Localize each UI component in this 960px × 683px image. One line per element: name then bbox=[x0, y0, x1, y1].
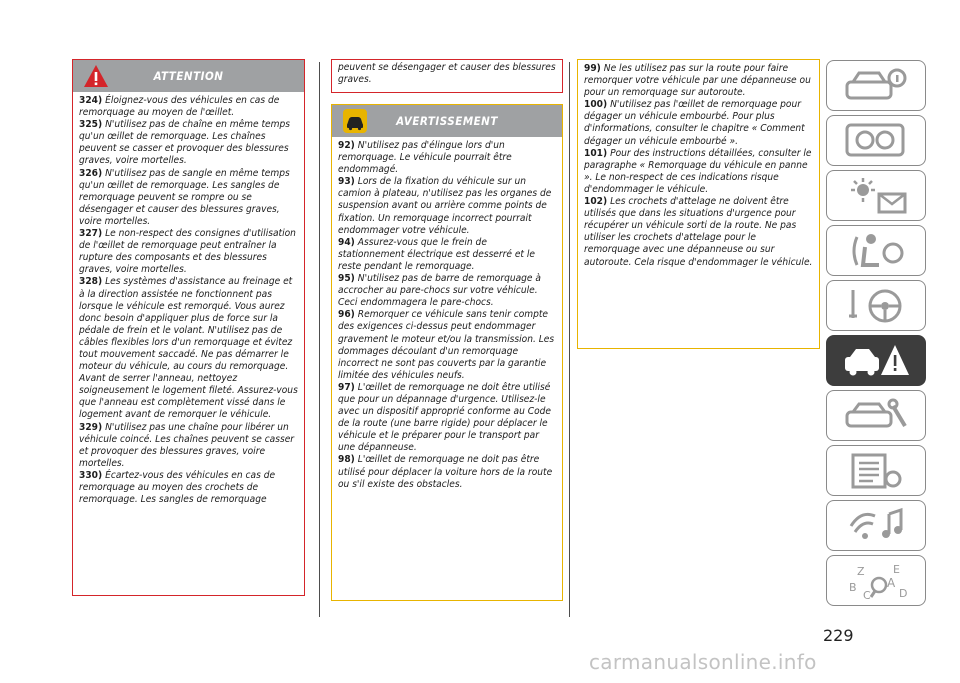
note-item bbox=[79, 276, 298, 421]
note-text: L'œillet de remorquage ne doit être utilisé que pour un dépannage d'urgence. Utilisez-le avec un dispositif approprié conforme au Code de la route (une barre rigide) pour déplacer le véhicule et le préparer pour le transport par une dépanneuse. bbox=[338, 381, 551, 454]
note-number: 92) bbox=[338, 140, 355, 151]
note-text: N'utilisez pas d'élingue lors d'un remorquage. Le véhicule pourrait être endommagé. bbox=[338, 140, 512, 176]
note-text: N'utilisez pas de barre de remorquage à accrocher au pare-chocs sur votre véhicule. Ceci endommagera le pare-chocs. bbox=[338, 273, 541, 309]
chapter-tab[interactable] bbox=[826, 225, 926, 276]
column-divider bbox=[319, 62, 320, 617]
index-icon bbox=[841, 561, 913, 601]
note-text: Pour des instructions détaillées, consulter le paragraphe « Remorquage du véhicule en panne ». Le non-respect de ces indications risque d'endommager le véhicule. bbox=[584, 147, 812, 195]
note-number: 100) bbox=[584, 99, 608, 111]
svg-text:E: E bbox=[893, 563, 900, 576]
note-number: 328) bbox=[79, 276, 103, 288]
attention-title: ATTENTION bbox=[153, 69, 224, 83]
chapter-tab[interactable] bbox=[826, 280, 926, 331]
dashboard-icon bbox=[841, 121, 913, 161]
watermark: carmanualsonline.info bbox=[589, 650, 817, 674]
note-item bbox=[79, 168, 298, 228]
note-item bbox=[79, 119, 298, 167]
page-number: 229 bbox=[823, 626, 854, 645]
note-number: 101) bbox=[584, 147, 608, 159]
note-item bbox=[584, 99, 813, 147]
chapter-tab[interactable] bbox=[826, 170, 926, 221]
note-item bbox=[338, 382, 556, 455]
chapter-tab[interactable] bbox=[826, 115, 926, 166]
note-number: 102) bbox=[584, 196, 608, 208]
steering-wheel-icon bbox=[841, 286, 913, 326]
column-divider bbox=[569, 62, 570, 617]
note-text: N'utilisez pas une chaîne pour libérer un véhicule coincé. Les chaînes peuvent se casser et provoquer des blessures graves, voire mortelles. bbox=[79, 421, 295, 469]
chapter-tab[interactable] bbox=[826, 60, 926, 111]
note-number: 326) bbox=[79, 167, 103, 179]
car-info-icon bbox=[841, 66, 913, 106]
emergency-car-icon bbox=[841, 341, 913, 381]
avertissement-box bbox=[331, 104, 563, 601]
attention-header bbox=[73, 60, 304, 92]
lights-mail-icon bbox=[841, 176, 913, 216]
note-number: 327) bbox=[79, 228, 103, 240]
note-text: N'utilisez pas de sangle en même temps qu'un œillet de remorquage. Les sangles de remorquage peuvent se rompre ou se désengager et causer des blessures graves, voire mortelles. bbox=[79, 167, 290, 227]
note-number: 97) bbox=[338, 381, 355, 393]
avertissement-title: AVERTISSEMENT bbox=[396, 114, 498, 128]
chapter-tab[interactable] bbox=[826, 390, 926, 441]
svg-text:D: D bbox=[899, 587, 908, 600]
chapter-tab[interactable] bbox=[826, 555, 926, 606]
note-text: Lors de la fixation du véhicule sur un camion à plateau, n'utilisez pas les organes de suspension avant ou arrière comme points de fixation. Un remorquage incorrect pourrait endommager votre véhicule. bbox=[338, 176, 552, 236]
note-number: 94) bbox=[338, 236, 355, 248]
note-text: Les crochets d'attelage ne doivent être utilisés que dans les situations d'urgence pour récupérer un véhicule sorti de la route. Ne pas utiliser les crochets d'attelage pour le remorquage avec une dépanneuse ou sur autoroute. Cela risque d'endommager le véhicule. bbox=[584, 196, 813, 268]
svg-text:C: C bbox=[863, 589, 871, 601]
note-item bbox=[338, 273, 556, 309]
avertissement-header bbox=[332, 105, 562, 137]
note-text: L'œillet de remorquage ne doit pas être utilisé pour déplacer la voiture hors de la route ou s'il existe des obstacles. bbox=[338, 454, 553, 490]
note-text: Remorquer ce véhicule sans tenir compte des exigences ci-dessus peut endommager gravement le moteur et/ou la transmission. Les dommages découlant d'un remorquage incorrect ne sont pas couverts par la garantie limitée des véhicules neufs. bbox=[338, 309, 555, 381]
continuation-text: peuvent se désengager et causer des blessures graves. bbox=[338, 62, 556, 86]
note-item bbox=[338, 237, 556, 273]
note-text: Ne les utilisez pas sur la route pour faire remorquer votre véhicule par une dépanneuse ou pour un remorquage sur autoroute. bbox=[584, 63, 811, 99]
note-number: 325) bbox=[79, 119, 103, 131]
note-item bbox=[584, 196, 813, 269]
note-text: Le non-respect des consignes d'utilisation de l'œillet de remorquage peut entraîner la rupture des composants et des blessures graves, voire mortelles. bbox=[79, 228, 296, 276]
note-item bbox=[79, 95, 298, 119]
note-text: Éloignez-vous des véhicules en cas de remorquage au moyen de l'œillet. bbox=[79, 95, 280, 119]
svg-text:B: B bbox=[849, 581, 857, 594]
note-item bbox=[584, 63, 813, 99]
attention-items bbox=[73, 92, 304, 509]
chapter-tabs bbox=[826, 60, 926, 608]
note-number: 330) bbox=[79, 469, 103, 481]
avertissement-items bbox=[332, 137, 562, 494]
car-service-icon bbox=[841, 396, 913, 436]
note-number: 95) bbox=[338, 273, 355, 285]
note-item bbox=[338, 140, 556, 176]
multimedia-icon bbox=[841, 506, 913, 546]
note-text: Assurez-vous que le frein de stationnement électrique est desserré et le reste pendant le remorquage. bbox=[338, 236, 535, 272]
airbag-seat-icon bbox=[841, 231, 913, 271]
note-text: Les systèmes d'assistance au freinage et à la direction assistée ne fonctionnent pas lorsque le véhicule est remorqué. Vous aurez donc besoin d'appliquer plus de force sur la pédale de frein et le volant. N'utilisez pas de câbles flexibles lors d'un remorquage et évitez tout mouvement saccadé. Ne pas démarrer le moteur du véhicule, au cours du remorquage. Avant de serrer l'anneau, nettoyez soigneusement le logement fileté. Assurez-vous que l'anneau est complètement vissé dans le logement avant de remorquer le véhicule. bbox=[79, 276, 298, 421]
note-number: 329) bbox=[79, 421, 103, 433]
note-item bbox=[338, 454, 556, 490]
note-number: 324) bbox=[79, 95, 103, 106]
svg-text:A: A bbox=[887, 576, 896, 590]
chapter-tab[interactable] bbox=[826, 335, 926, 386]
note-text: N'utilisez pas de chaîne en même temps qu'un œillet de remorquage. Les chaînes peuvent se casser et provoquer des blessures graves, voire mortelles. bbox=[79, 119, 290, 167]
svg-text:Z: Z bbox=[857, 565, 865, 578]
note-text: Écartez-vous des véhicules en cas de remorquage au moyen des crochets de remorquage. Les sangles de remorquage bbox=[79, 469, 276, 506]
note-number: 98) bbox=[338, 454, 355, 466]
chapter-tab[interactable] bbox=[826, 500, 926, 551]
continuation-box bbox=[331, 59, 563, 93]
specifications-icon bbox=[841, 451, 913, 491]
note-item bbox=[79, 228, 298, 276]
note-item bbox=[79, 422, 298, 470]
col3-items bbox=[578, 60, 819, 272]
note-item bbox=[79, 470, 298, 506]
note-number: 96) bbox=[338, 309, 355, 321]
note-item bbox=[338, 176, 556, 236]
warning-continuation-box bbox=[577, 59, 820, 349]
chapter-tab[interactable] bbox=[826, 445, 926, 496]
note-text: N'utilisez pas l'œillet de remorquage pour dégager un véhicule embourbé. Pour plus d'informations, consulter le chapitre « Comment dégager un véhicule embourbé ». bbox=[584, 99, 805, 147]
note-item bbox=[584, 148, 813, 196]
note-number: 99) bbox=[584, 63, 601, 74]
attention-box bbox=[72, 59, 305, 596]
note-item bbox=[338, 309, 556, 382]
note-number: 93) bbox=[338, 176, 355, 188]
